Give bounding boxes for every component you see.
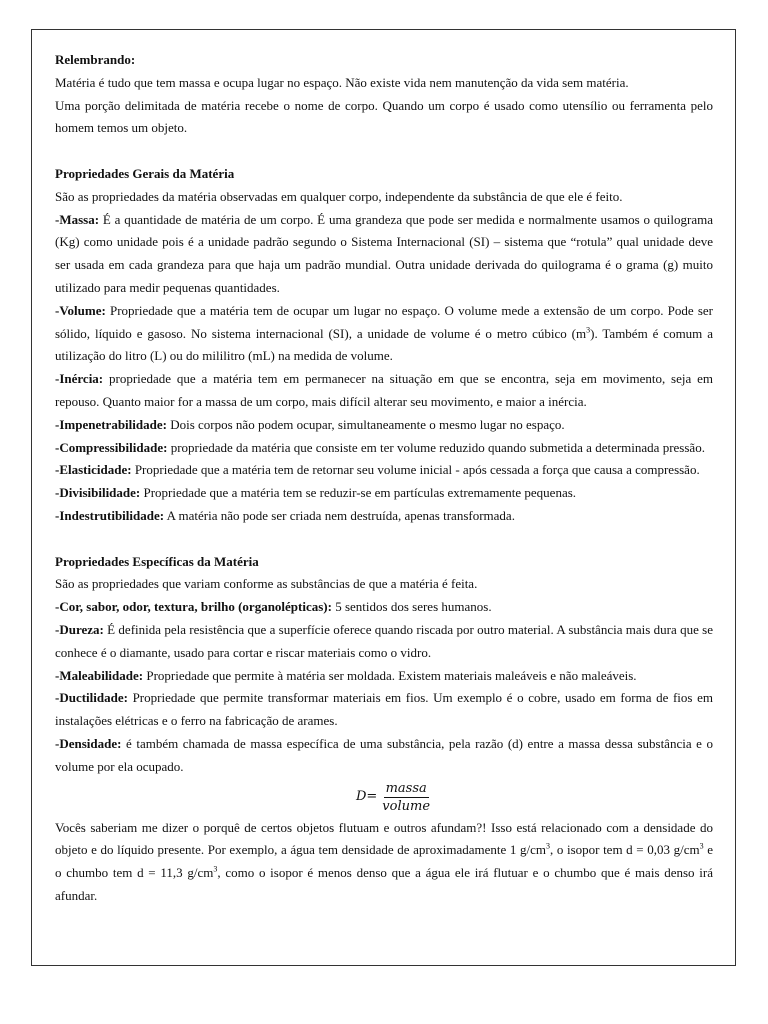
property-text: É a quantidade de matéria de um corpo. É uma grandeza que pode ser medida e normalmente usamos o quilograma (Kg) como unidade pois é a unidade padrão segundo o Sistema Internacional (SI) – sistema que “rotula” qual unidade deve ser usada em cada grandeza para que haja um padrão mundial. Outra unidade derivada do quilograma é o grama (g) muito utilizado para medir pequenas quantidades. [55, 211, 713, 295]
property-term: -Inércia: [55, 371, 104, 387]
property-term: -Divisibilidade: [55, 485, 141, 501]
property-text: Propriedade que permite à matéria ser moldada. Existem materiais maleáveis e não maleáveis. [143, 667, 637, 683]
property-volume [55, 300, 713, 368]
property-massa [55, 209, 713, 300]
superscript: 3 [586, 325, 591, 335]
property-text: Propriedade que a matéria tem de retornar seu volume inicial - após cessada a força que causa a compressão. [131, 462, 700, 478]
property-text: propriedade da matéria que consiste em ter volume reduzido quando submetida a determinada pressão. [167, 439, 705, 455]
property-text: Propriedade que a matéria tem de ocupar um lugar no espaço. O volume mede a extensão de um corpo. Pode ser sólido, líquido e gasoso. No sistema internacional (SI), a unidade de volume é o metro cúbico (m [55, 302, 713, 341]
closing-text: Vocês saberiam me dizer o porquê de certos objetos flutuam e outros afundam?! Isso está relacionado com a densidade do objeto e do líquido presente. Por exemplo, a água tem densidade de aproximadamente 1 g/cm [55, 819, 713, 858]
property-compressibilidade [55, 437, 713, 460]
section-heading-relembrando: Relembrando: [55, 52, 136, 67]
property-elasticidade [55, 459, 713, 482]
formula-expression [356, 781, 432, 814]
property-term: -Maleabilidade: [55, 667, 144, 683]
section-heading-general-properties: Propriedades Gerais da Matéria [55, 165, 235, 181]
closing-text: , o isopor tem d = 0,03 g/cm [549, 842, 700, 858]
property-term: -Dureza: [55, 621, 104, 637]
property-text: propriedade que a matéria tem em permanecer na situação em que se encontra, seja em movimento, seja em repouso. Quanto maior for a massa de um corpo, mais difícil alterar seu movimento, e maior a inércia. [55, 371, 713, 409]
closing-text: , como o isopor é menos denso que a água ele irá flutuar e o chumbo que é mais denso irá afundar. [55, 865, 714, 903]
property-text: Dois corpos não podem ocupar, simultaneamente o mesmo lugar no espaço. [166, 416, 565, 432]
property-term: -Compressibilidade: [55, 439, 168, 455]
property-text: 5 sentidos dos seres humanos. [331, 599, 492, 615]
closing-paragraph [55, 817, 713, 908]
property-indestrutibilidade [55, 505, 713, 528]
property-text: É definida pela resistência que a superfície oferece quando riscada por outro material. A substância mais dura que se conhece é o diamante, usado para cortar e riscar materiais como o vidro. [55, 621, 713, 660]
paragraph: São as propriedades que variam conforme as substâncias de que a matéria é feita. [55, 576, 478, 592]
property-term: -Densidade: [55, 735, 122, 751]
property-maleabilidade [55, 665, 713, 688]
property-impenetrabilidade [55, 414, 713, 437]
formula-denominator: volume [382, 798, 431, 814]
formula-fraction [380, 781, 432, 814]
closing-text: e o chumbo tem d = 11,3 g/cm [55, 842, 713, 881]
spacer [55, 140, 713, 163]
paragraph: Uma porção delimitada de matéria recebe o nome de corpo. Quando um corpo é usado como utensílio ou ferramenta pelo homem temos um objeto. [55, 97, 713, 136]
superscript: 3 [545, 841, 550, 851]
property-term: -Massa: [55, 211, 100, 227]
paragraph: Matéria é tudo que tem massa e ocupa lugar no espaço. Não existe vida nem manutenção da vida sem matéria. [55, 74, 629, 90]
property-term: -Indestrutibilidade: [55, 507, 165, 523]
property-text: A matéria não pode ser criada nem destruída, apenas transformada. [164, 507, 515, 523]
property-densidade [55, 733, 713, 779]
property-text: Propriedade que a matéria tem se reduzir-se em partículas extremamente pequenas. [140, 485, 577, 501]
section-heading-specific-properties: Propriedades Específicas da Matéria [55, 553, 259, 569]
spacer [55, 528, 713, 551]
property-term: -Elasticidade: [55, 462, 132, 478]
property-inercia [55, 368, 713, 414]
property-text: é também chamada de massa específica de uma substância, pela razão (d) entre a massa dessa substância e o volume por ela ocupado. [55, 735, 713, 774]
superscript: 3 [213, 864, 218, 874]
property-term: -Volume: [55, 302, 106, 318]
superscript: 3 [699, 841, 704, 851]
property-term: -Ductilidade: [55, 690, 128, 706]
property-term: -Impenetrabilidade: [55, 416, 167, 432]
density-formula [55, 781, 713, 817]
property-dureza [55, 619, 713, 665]
document-body [55, 49, 713, 908]
property-text: ). Também é comum a utilização do litro (L) ou do mililitro (mL) na medida de volume. [55, 325, 713, 364]
formula-lhs: D= [355, 788, 378, 804]
property-text: Propriedade que permite transformar materiais em fios. Um exemplo é o cobre, usado em forma de fios em instalações elétricas e o ferro na fabricação de arames. [55, 690, 713, 729]
property-ductilidade [55, 687, 713, 733]
property-term: -Cor, sabor, odor, textura, brilho (organolépticas): [55, 599, 332, 615]
paragraph: São as propriedades da matéria observadas em qualquer corpo, independente da substância de que ele é feito. [55, 188, 623, 204]
formula-numerator: massa [385, 780, 427, 796]
property-divisibilidade [55, 482, 713, 505]
property-organolepticas [55, 596, 713, 619]
